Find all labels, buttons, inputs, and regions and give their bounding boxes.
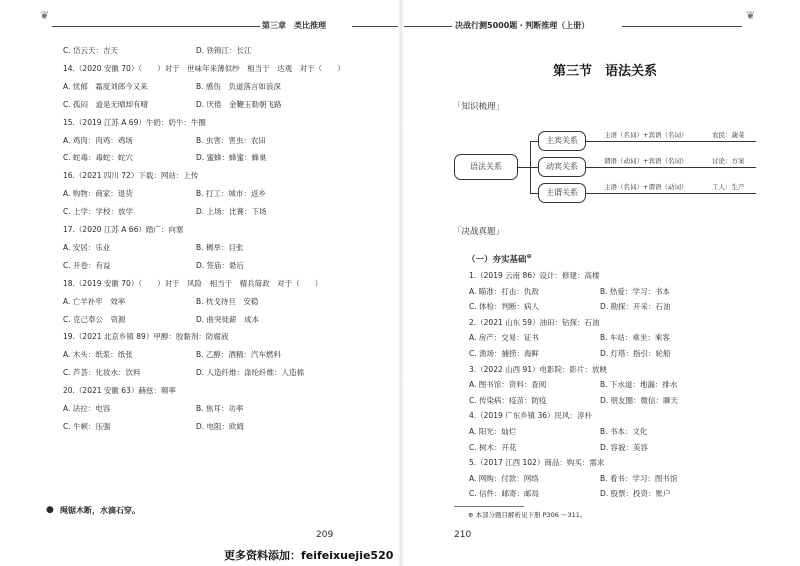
diagram-connector-branch-2 [530, 167, 538, 168]
answer-option: B. 打工：城市：返乡 [196, 189, 266, 199]
answer-option: D. 人造纤维：涤纶纤维：人造棉 [196, 368, 305, 378]
question-stem: 14.（2020 安徽 70）（ ）对于 世味年来薄似纱 相当于 达观 对于（ ） [63, 63, 345, 73]
answer-option: C. 岱云天：吉天 [63, 46, 119, 55]
right-footnote: ⊕ 本部分题目解析见下册 P306 ～311。 [468, 511, 587, 519]
answer-option: A. 图书馆：资料：查阅 [469, 380, 547, 390]
leaf-ornament-right-icon: ❦ [746, 9, 756, 22]
answer-option: D. 上场：比赛：下场 [196, 207, 267, 217]
answer-option: D. 厌倦 金鞭玉勒朝飞路 [196, 99, 282, 109]
answer-option: D. 铁锦江：长江 [196, 46, 252, 55]
question-stem: 20.（2021 安徽 63）赫兹：频率 [63, 386, 176, 396]
answer-option: A. 木头：纸浆：纸张 [63, 350, 133, 360]
diagram-example-text: 农民：蔬菜 [712, 131, 745, 139]
header-rule-left [52, 26, 260, 27]
question-stem: 15.（2019 江苏 A 69）牛奶：奶牛：牛圈 [63, 117, 206, 127]
answer-option: A. 瞄准：打击：仇敌 [469, 286, 539, 296]
answer-option: C. 蛇毒：毒蛇：蛇穴 [63, 153, 134, 163]
diagram-structure-text: 主语（名词）+谓语（动词） [604, 183, 688, 191]
chapter-header: 第三章 类比推理 [262, 21, 326, 30]
diagram-branch-line [586, 167, 756, 168]
footnote-leaf-icon: ● [46, 505, 54, 515]
answer-option: D. 股票：投资：账户 [600, 489, 671, 499]
answer-option: D. 曲突徙薪 成本 [196, 314, 260, 324]
answer-option: D. 灯塔：指引：轮船 [600, 349, 671, 358]
answer-option: C. 渔场：捕捞：海鲜 [469, 349, 540, 358]
leaf-ornament-left-icon: ❦ [40, 9, 50, 22]
diagram-connector-branch-3 [530, 193, 538, 194]
answer-option: B. 书本：文化 [600, 427, 648, 436]
answer-option: B. 稠举：目张 [196, 242, 244, 252]
answer-option: B. 乙醇：酒精：汽车燃料 [196, 350, 281, 360]
answer-option: B. 枕戈待旦 安稳 [196, 296, 259, 306]
footnote-mark: ⊕ [526, 253, 532, 261]
answer-option: B. 下水道：地漏：排水 [600, 380, 678, 390]
question-stem: 1.（2019 云南 86）设计：修建：高楼 [469, 271, 600, 280]
book-header: 决战行测5000题・判断推理（上册） [455, 21, 590, 30]
answer-option: B. 看书：学习：图书馆 [600, 473, 678, 483]
answer-option: C. 体检：判断：病人 [469, 302, 540, 312]
answer-option: D. 勘探：开采：石油 [600, 302, 671, 312]
answer-option: C. 开卷：有益 [63, 260, 111, 270]
knowledge-label: 「知识梳理」 [453, 102, 505, 112]
answer-option: C. 克己奉公 资源 [63, 314, 126, 324]
question-stem: 18.（2019 安徽 70）（ ）对于 风险 相当于 精兵简政 对于（ ） [63, 278, 323, 288]
resource-banner: 更多资料添加：feifeixuejie520 [224, 549, 394, 562]
question-stem: 3.（2022 山西 91）电影院：影片：放映 [469, 364, 608, 374]
answer-option: D. 电阻：欧姆 [196, 421, 245, 431]
answer-option: D. 签庙：悬后 [196, 260, 245, 270]
diagram-branch-node: 动宾关系 [538, 157, 586, 177]
answer-option: A. 阳光：灿烂 [469, 427, 517, 436]
exam-label: 「决战真题」 [453, 227, 505, 237]
answer-option: C. 牛顿：压强 [63, 421, 111, 431]
answer-option: A. 忧郁 霜度刘郎今又来 [63, 81, 148, 91]
answer-option: B. 焦耳：功率 [196, 404, 244, 413]
answer-option: B. 热爱：学习：书本 [600, 286, 670, 296]
diagram-connector-branch-1 [530, 141, 538, 142]
diagram-structure-text: 谓语（动词）+宾语（名词） [604, 157, 688, 165]
footnote-rule [454, 506, 524, 507]
answer-option: A. 购物：商家：退货 [63, 189, 133, 199]
diagram-structure-text: 主语（名词）+宾语（名词） [604, 131, 688, 139]
answer-option: B. 虫害：害虫：农田 [196, 135, 266, 145]
answer-option: A. 鸡肉：肉鸡：鸡场 [63, 135, 133, 145]
question-stem: 2.（2021 山东 59）油田：钻探：石油 [469, 317, 600, 327]
answer-option: A. 安居：乐业 [63, 242, 111, 252]
header-rule-right [404, 26, 452, 27]
answer-option: C. 树木：开花 [469, 442, 517, 452]
answer-option: A. 房产：交易：证书 [469, 333, 539, 343]
left-footnote: 绳锯木断，水滴石穿。 [60, 506, 140, 515]
answer-option: C. 孤闷 道是无晴却有晴 [63, 99, 149, 109]
answer-option: A. 网购：付款：网络 [469, 473, 539, 483]
right-page-number: 210 [454, 530, 472, 540]
answer-option: B. 感伤 负道落言如浪深 [196, 81, 281, 91]
answer-option: D. 蜜蜂：蜂蜜：蜂巢 [196, 153, 267, 163]
left-page-number: 209 [316, 530, 334, 540]
answer-option: C. 上学：学校：放学 [63, 207, 134, 217]
answer-option: D. 容貌：美容 [600, 442, 649, 452]
answer-option: D. 朋友圈：微信：聊天 [600, 395, 679, 405]
question-stem: 5.（2017 江西 102）商品：购买：需求 [469, 458, 605, 468]
question-stem: 16.（2021 四川 72）下载：网站：上传 [63, 171, 199, 181]
section-title: 第三节 语法关系 [553, 64, 658, 79]
subsection-title: （一）夯实基础⊕ [467, 253, 532, 265]
question-stem: 4.（2019 广东乡镇 36）民风：淳朴 [469, 411, 593, 421]
diagram-branch-node: 主宾关系 [538, 131, 586, 151]
diagram-branch-node: 主谓关系 [538, 183, 586, 203]
diagram-root-node: 语法关系 [454, 154, 518, 180]
diagram-example-text: 讨论：方案 [712, 157, 745, 165]
question-stem: 19.（2021 北京乡镇 89）甲醇：胶黏剂：防腐液 [63, 332, 229, 342]
answer-option: A. 亡羊补牢 效率 [63, 296, 126, 306]
answer-option: C. 芦荟：化妆水：饮料 [63, 368, 141, 378]
answer-option: C. 信件：邮寄：邮局 [469, 489, 540, 499]
header-rule-right-2 [622, 26, 742, 27]
answer-option: C. 传染病：疫苗：防疫 [469, 395, 547, 405]
diagram-branch-line [586, 193, 756, 194]
answer-option: A. 法拉：电容 [63, 404, 111, 413]
question-stem: 17.（2020 江苏 A 66）踏广：向塞 [63, 225, 184, 234]
diagram-example-text: 工人：生产 [712, 183, 745, 191]
diagram-connector-root [518, 167, 530, 168]
header-rule-left-2 [352, 26, 398, 27]
diagram-branch-line [586, 141, 756, 142]
book-spine [398, 0, 404, 566]
answer-option: B. 车站：乘坐：乘客 [600, 333, 670, 343]
